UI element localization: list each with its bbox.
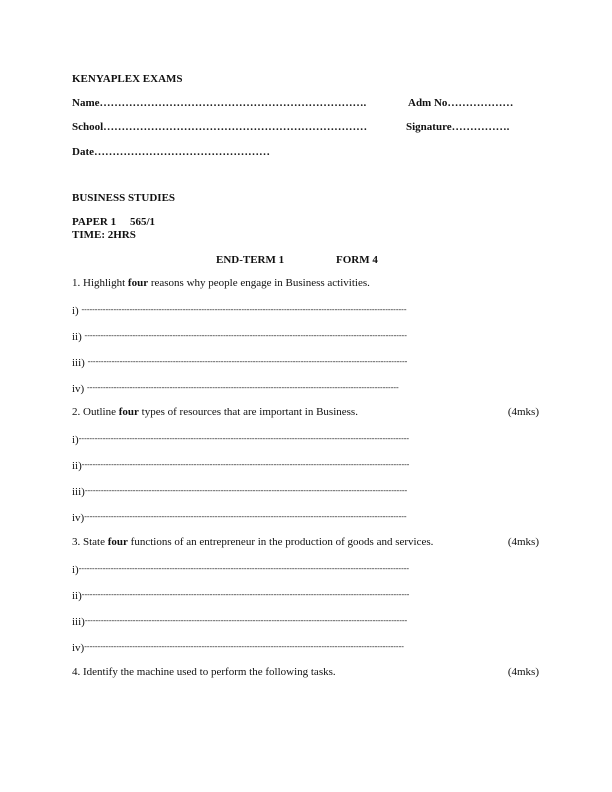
question-emphasis: four [118,406,139,418]
question-1 [72,277,370,290]
answer-label: iv) [72,383,87,395]
question-3-marks: (4mks) [507,536,539,548]
answer-dashes: ------------------------------------------------------------------------------------------------------------------------- [84,486,408,495]
question-2-marks: (4mks) [507,406,539,418]
answer-line-2-iv[interactable] [72,510,407,525]
question-emphasis: four [107,536,128,548]
answer-label: ii) [72,460,82,472]
question-text-prefix: Outline [83,406,116,418]
answer-line-3-i[interactable] [72,562,409,577]
question-4-marks: (4mks) [507,666,539,678]
adm-no-field: Adm No……………… [408,97,514,109]
answer-dashes: ------------------------------------------------------------------------------------------------------------------------- [84,512,407,521]
answer-label: iii) [72,616,85,628]
answer-label: i) [72,434,79,446]
answer-dashes: -------------------------------------------------------------------------------------------------------------------------- [81,305,407,314]
answer-line-1-ii[interactable] [72,329,407,344]
question-text: Identify the machine used to perform the following tasks. [83,666,336,678]
question-emphasis: four [127,277,149,289]
date-field: Date………………………………………… [72,146,270,158]
exam-time: TIME: 2HRS [72,229,136,241]
paper-label: PAPER 1 [72,216,117,228]
exam-form: FORM 4 [336,254,378,266]
exam-term: END-TERM 1 [216,254,285,266]
answer-line-1-iv[interactable] [72,381,399,396]
answer-dashes: ------------------------------------------------------------------------------------------------------------------------- [84,616,408,625]
answer-dashes: --------------------------------------------------------------------------------------------------------------------------- [81,460,410,469]
answer-dashes: ------------------------------------------------------------------------------------------------------------------------ [87,357,408,366]
question-text-suffix: reasons why people engage in Business activities. [150,277,370,289]
signature-field: Signature……………. [406,121,510,133]
answer-line-1-iii[interactable] [72,355,407,370]
answer-label: ii) [72,331,85,343]
answer-label: i) [72,305,82,317]
question-4 [72,666,336,679]
question-number: 1. [72,277,81,289]
answer-label: iv) [72,642,85,654]
question-number: 3. [72,536,81,548]
answer-label: i) [72,564,79,576]
subject-title: BUSINESS STUDIES [72,192,176,204]
answer-label: iii) [72,486,85,498]
question-text-prefix: Highlight [83,277,126,289]
answer-line-3-ii[interactable] [72,588,409,603]
question-text-suffix: types of resources that are important in Business. [141,406,358,418]
answer-line-2-ii[interactable] [72,458,409,473]
answer-dashes: --------------------------------------------------------------------------------------------------------------------------- [81,590,410,599]
answer-line-1-i[interactable] [72,303,407,318]
question-2 [72,406,358,419]
question-text-prefix: State [83,536,105,548]
answer-label: iv) [72,512,85,524]
answer-line-3-iii[interactable] [72,614,407,629]
question-3 [72,536,433,549]
answer-line-2-iii[interactable] [72,484,407,499]
answer-dashes: ---------------------------------------------------------------------------------------------------------------------------- [78,564,410,573]
question-number: 2. [72,406,81,418]
question-number: 4. [72,666,81,678]
paper-code: 565/1 [130,216,156,228]
answer-label: ii) [72,590,82,602]
answer-line-3-iv[interactable] [72,640,404,655]
school-field: School……………………………………………………………… [72,121,368,133]
answer-dashes: ------------------------------------------------------------------------------------------------------------------------- [84,331,407,340]
answer-label: iii) [72,357,88,369]
answer-dashes: ---------------------------------------------------------------------------------------------------------------------------- [78,434,410,443]
question-text-suffix: functions of an entrepreneur in the production of goods and services. [130,536,434,548]
answer-dashes: ------------------------------------------------------------------------------------------------------------------------ [84,642,404,651]
answer-line-2-i[interactable] [72,432,409,447]
name-field: Name………………………………………………………………. [72,97,367,109]
institution-title: KENYAPLEX EXAMS [72,73,183,85]
answer-dashes: --------------------------------------------------------------------------------------------------------------------- [86,383,399,392]
